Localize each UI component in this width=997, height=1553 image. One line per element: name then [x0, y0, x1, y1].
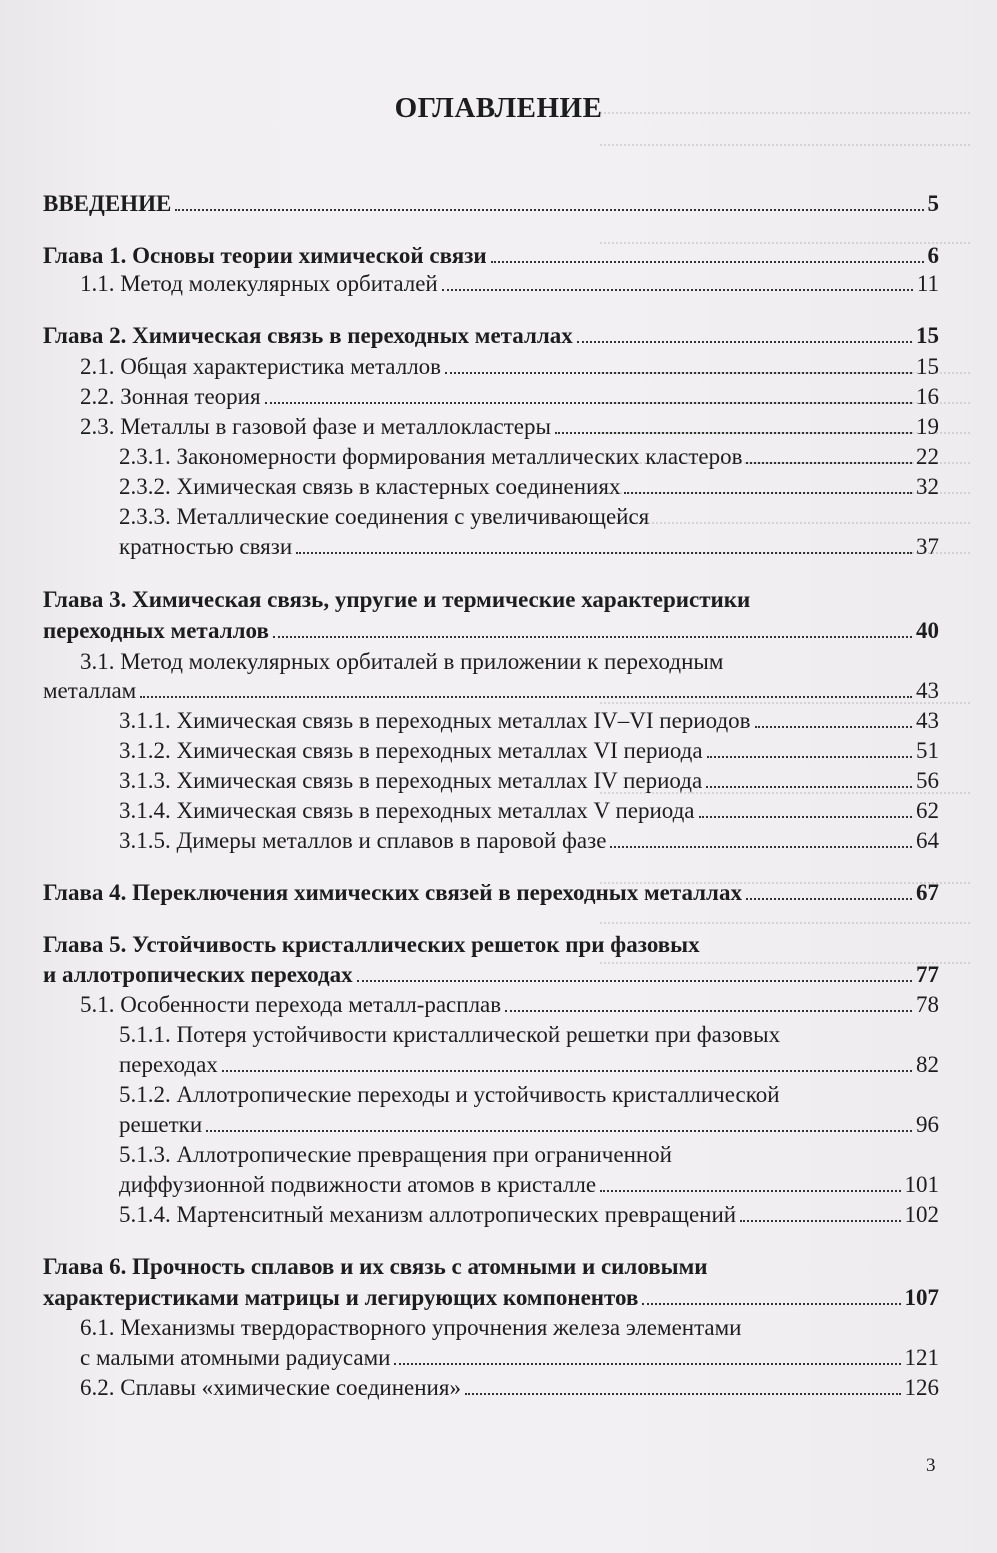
entry-title: 2.3. Металлы в газовой фазе и металлокластеры [80, 414, 551, 439]
toc-entry-6-1-line1: 6.1. Механизмы твердорастворного упрочнения железа элементами [80, 1315, 742, 1340]
entry-page: 96 [916, 1112, 939, 1137]
entry-title: 3.1.4. Химическая связь в переходных металлах V периода [119, 798, 695, 823]
entry-page: 15 [916, 323, 939, 348]
entry-page: 62 [916, 798, 939, 823]
entry-page: 126 [904, 1375, 939, 1400]
entry-page: 43 [916, 678, 939, 703]
entry-title: ВВЕДЕНИЕ [43, 191, 172, 216]
leader-dots [642, 1303, 900, 1305]
toc-entry-5-1-2-line1: 5.1.2. Аллотропические переходы и устойчивость кристаллической [119, 1082, 780, 1107]
toc-entry-5-1[interactable] [80, 991, 939, 1019]
entry-title: 3.1.2. Химическая связь в переходных металлах VI периода [119, 738, 703, 763]
entry-page: 11 [916, 271, 939, 296]
entry-title: и аллотропических переходах [43, 962, 353, 987]
leader-dots [175, 209, 923, 211]
toc-entry-chapter-3-line1: Глава 3. Химическая связь, упругие и термические характеристики [43, 587, 751, 612]
page-title: ОГЛАВЛЕНИЕ [394, 92, 603, 124]
leader-dots [706, 786, 912, 788]
entry-title: решетки [119, 1112, 203, 1137]
entry-page: 37 [916, 534, 939, 559]
toc-entry-2-1[interactable] [80, 353, 939, 381]
toc-entry-5-1-2[interactable] [119, 1111, 939, 1139]
entry-page: 5 [927, 191, 939, 216]
leader-dots [755, 726, 912, 728]
entry-title: Глава 4. Переключения химических связей в переходных металлах [43, 880, 742, 905]
toc-entry-2-3-1[interactable] [119, 443, 939, 471]
entry-page: 40 [916, 618, 939, 643]
leader-dots [491, 261, 924, 263]
leader-dots [296, 552, 912, 554]
entry-title: 3.1.5. Димеры металлов и сплавов в паровой фазе [119, 828, 607, 853]
entry-title: 2.3.2. Химическая связь в кластерных соединениях [119, 474, 621, 499]
entry-title: переходах [119, 1052, 218, 1077]
toc-entry-3-1-5[interactable] [119, 827, 939, 855]
entry-page: 15 [916, 354, 939, 379]
toc-entry-5-1-4[interactable] [119, 1201, 939, 1229]
entry-title: 1.1. Метод молекулярных орбиталей [80, 271, 438, 296]
entry-page: 56 [916, 768, 939, 793]
toc-entry-3-1[interactable] [43, 677, 939, 705]
leader-dots [394, 1363, 900, 1365]
toc-entry-3-1-4[interactable] [119, 797, 939, 825]
entry-page: 67 [916, 880, 939, 905]
toc-entry-5-1-1-line1: 5.1.1. Потеря устойчивости кристаллической решетки при фазовых [119, 1022, 781, 1047]
leader-dots [577, 341, 912, 343]
leader-dots [707, 756, 912, 758]
leader-dots [600, 1190, 900, 1192]
toc-entry-2-3-2[interactable] [119, 473, 939, 501]
entry-title: 3.1.1. Химическая связь в переходных металлах IV–VI периодов [119, 708, 751, 733]
leader-dots [357, 980, 912, 982]
entry-title: 2.3.1. Закономерности формирования металлических кластеров [119, 444, 743, 469]
toc-entry-5-1-1[interactable] [119, 1051, 939, 1079]
leader-dots [740, 1220, 900, 1222]
toc-entry-intro[interactable] [43, 190, 939, 218]
entry-title: 6.2. Сплавы «химические соединения» [80, 1375, 461, 1400]
entry-title: Глава 2. Химическая связь в переходных металлах [43, 323, 573, 348]
entry-title: переходных металлов [43, 618, 269, 643]
toc-entry-chapter-6[interactable] [43, 1284, 939, 1312]
leader-dots [465, 1393, 901, 1395]
leader-dots [699, 816, 912, 818]
leader-dots [746, 898, 912, 900]
entry-page: 16 [916, 384, 939, 409]
entry-title: диффузионной подвижности атомов в кристалле [119, 1172, 597, 1197]
entry-page: 107 [904, 1285, 939, 1310]
entry-page: 64 [916, 828, 939, 853]
leader-dots [505, 1010, 912, 1012]
leader-dots [746, 462, 912, 464]
leader-dots [206, 1130, 912, 1132]
entry-title: 2.2. Зонная теория [80, 384, 261, 409]
entry-page: 32 [916, 474, 939, 499]
entry-title: 2.1. Общая характеристика металлов [80, 354, 442, 379]
entry-page: 6 [927, 243, 939, 268]
toc-entry-chapter-5-line1: Глава 5. Устойчивость кристаллических решеток при фазовых [43, 932, 700, 957]
leader-dots [265, 402, 912, 404]
leader-dots [624, 492, 912, 494]
entry-page: 43 [916, 708, 939, 733]
toc-entry-6-2[interactable] [80, 1374, 939, 1402]
toc-entry-3-1-3[interactable] [119, 767, 939, 795]
entry-page: 22 [916, 444, 939, 469]
entry-title: Глава 1. Основы теории химической связи [43, 243, 487, 268]
entry-title: 5.1.4. Мартенситный механизм аллотропических превращений [119, 1202, 737, 1227]
toc-entry-3-1-1[interactable] [119, 707, 939, 735]
entry-title: 3.1.3. Химическая связь в переходных металлах IV периода [119, 768, 703, 793]
entry-page: 102 [904, 1202, 939, 1227]
toc-entry-chapter-6-line1: Глава 6. Прочность сплавов и их связь с атомными и силовыми [43, 1254, 708, 1279]
entry-page: 77 [916, 962, 939, 987]
toc-entry-2-2[interactable] [80, 383, 939, 411]
leader-dots [442, 289, 913, 291]
entry-title: металлам [43, 678, 137, 703]
entry-page: 101 [904, 1172, 939, 1197]
entry-title: кратностью связи [119, 534, 293, 559]
toc-entry-1-1[interactable] [80, 270, 939, 298]
toc-entry-chapter-4[interactable] [43, 879, 939, 907]
entry-page: 19 [916, 414, 939, 439]
page-number: 3 [926, 1455, 936, 1476]
entry-page: 121 [904, 1345, 939, 1370]
entry-page: 51 [916, 738, 939, 763]
toc-entry-chapter-5[interactable] [43, 961, 939, 989]
entry-page: 82 [916, 1052, 939, 1077]
leader-dots [140, 696, 912, 698]
toc-entry-chapter-3[interactable] [43, 617, 939, 645]
toc-entry-5-1-3-line1: 5.1.3. Аллотропические превращения при ограниченной [119, 1142, 672, 1167]
toc-entry-chapter-2[interactable] [43, 322, 939, 350]
toc-entry-3-1-line1: 3.1. Метод молекулярных орбиталей в приложении к переходным [80, 649, 724, 674]
toc-entry-2-3[interactable] [80, 413, 939, 441]
leader-dots [555, 432, 912, 434]
leader-dots [445, 372, 912, 374]
toc-entry-2-3-3[interactable] [119, 533, 939, 561]
toc-entry-chapter-1[interactable] [43, 242, 939, 270]
entry-title: 5.1. Особенности перехода металл-расплав [80, 992, 502, 1017]
leader-dots [610, 846, 912, 848]
toc-entry-5-1-3[interactable] [119, 1171, 939, 1199]
entry-page: 78 [916, 992, 939, 1017]
leader-dots [222, 1070, 912, 1072]
entry-title: с малыми атомными радиусами [80, 1345, 391, 1370]
leader-dots [273, 636, 912, 638]
toc-entry-2-3-3-line1: 2.3.3. Металлические соединения с увеличивающейся [119, 504, 650, 529]
toc-entry-3-1-2[interactable] [119, 737, 939, 765]
entry-title: характеристиками матрицы и легирующих компонентов [43, 1285, 639, 1310]
toc-entry-6-1[interactable] [80, 1344, 939, 1372]
